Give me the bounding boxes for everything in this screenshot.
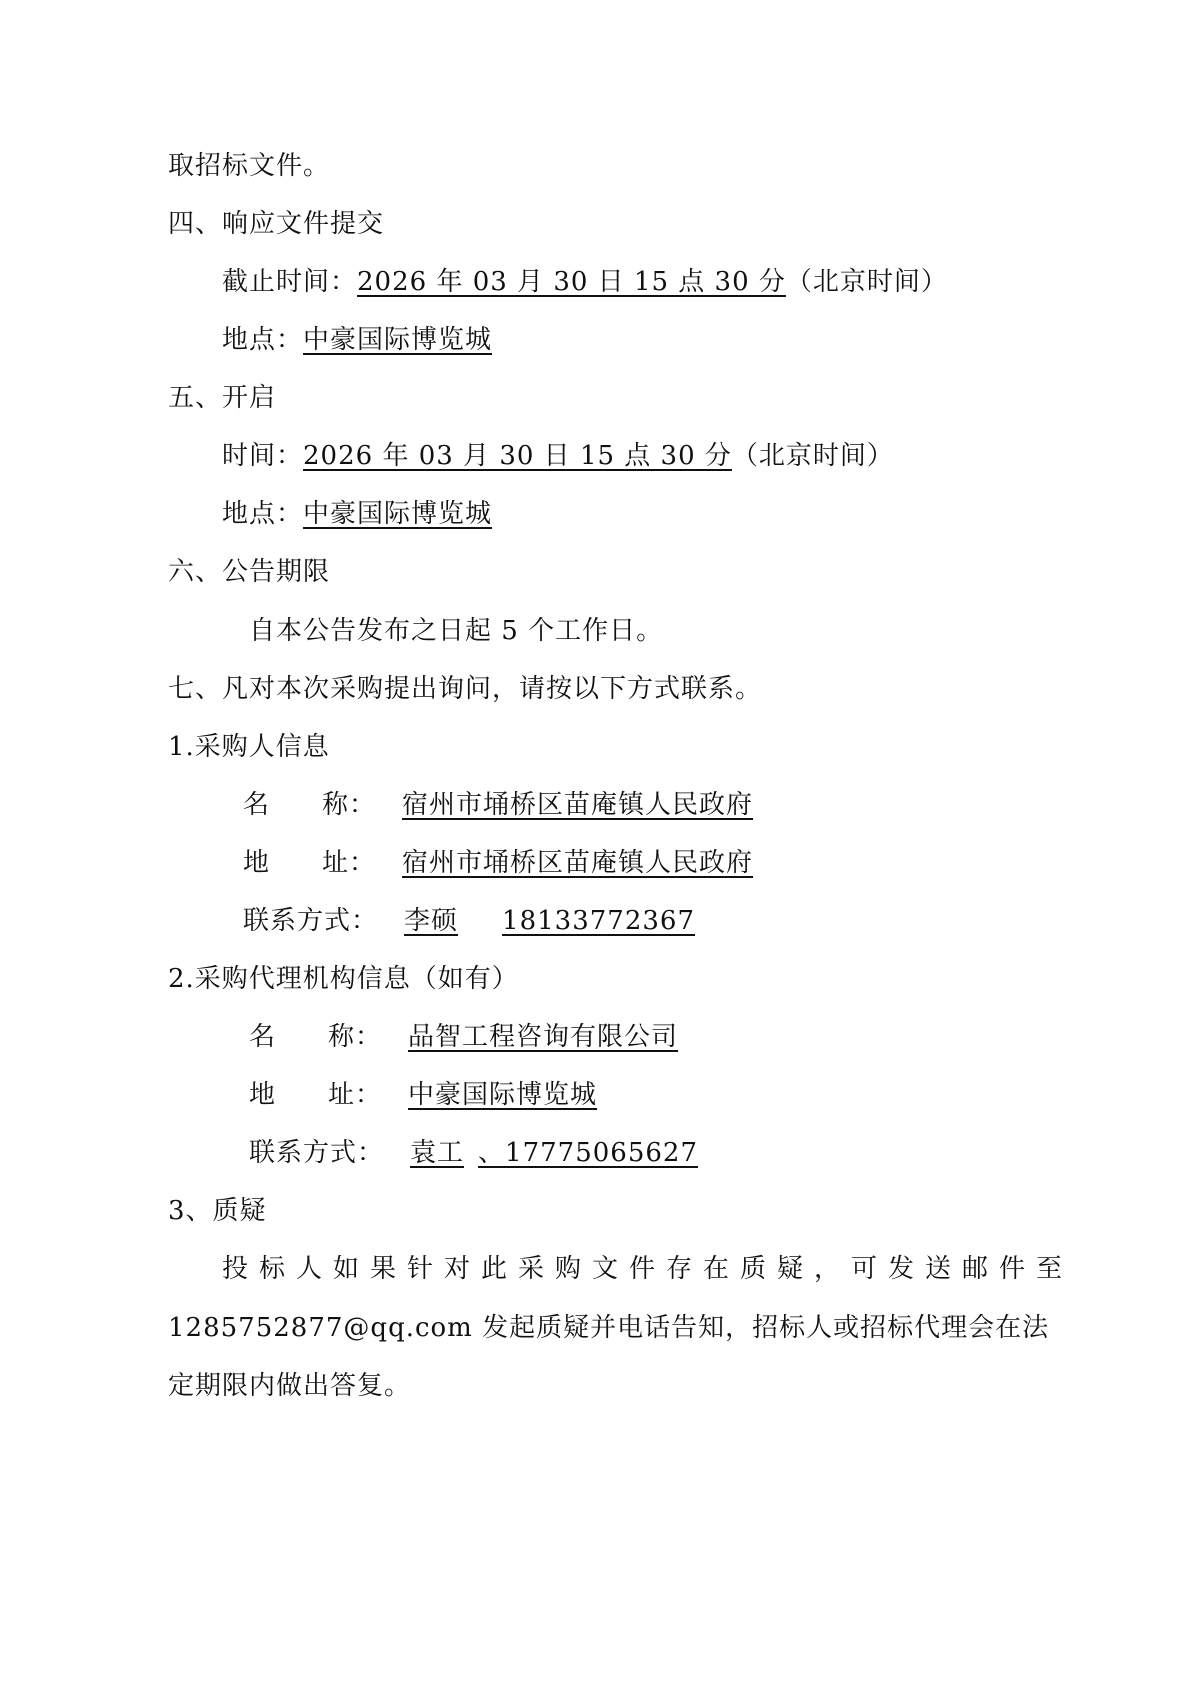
query-text-line-2: 1285752877@qq.com 发起质疑并电话告知，招标人或招标代理会在法 — [168, 1313, 1050, 1343]
agency-heading: 2.采购代理机构信息（如有） — [168, 964, 519, 994]
section-6-heading: 六、公告期限 — [168, 557, 331, 587]
deadline-value: 2026 年 03 月 30 日 15 点 30 分 — [357, 267, 786, 297]
agency-name-label-2: 称： — [328, 1022, 383, 1052]
query-text-line-1: 投标人如果针对此采购文件存在质疑，可发送邮件至 — [222, 1254, 1074, 1284]
agency-name-line — [249, 1020, 678, 1054]
notice-period-text: 自本公告发布之日起 5 个工作日。 — [249, 616, 664, 646]
purchaser-name-value: 宿州市埇桥区苗庵镇人民政府 — [402, 790, 754, 820]
opening-time-suffix: （北京时间） — [731, 441, 894, 471]
purchaser-name-label-2: 称： — [322, 790, 377, 820]
agency-name-label-1: 名 — [249, 1022, 277, 1052]
agency-address-line — [249, 1078, 703, 1112]
opening-time-value: 2026 年 03 月 30 日 15 点 30 分 — [303, 441, 732, 471]
continuation-text: 取招标文件。 — [168, 151, 331, 181]
agency-contact-value — [384, 1138, 778, 1168]
purchaser-contact-label: 联系方式： — [243, 906, 379, 936]
purchaser-heading: 1.采购人信息 — [168, 732, 330, 762]
purchaser-contact-value — [378, 906, 787, 936]
agency-contact-person: 袁工 — [410, 1138, 465, 1168]
purchaser-name-label-1: 名 — [243, 790, 271, 820]
agency-address-value: 中豪国际博览城 — [408, 1080, 598, 1110]
opening-time-line — [222, 439, 894, 473]
agency-name-value: 品智工程咨询有限公司 — [408, 1022, 679, 1052]
purchaser-address-label-1: 地 — [243, 848, 271, 878]
submission-location-line — [222, 323, 492, 357]
query-text-line-3: 定期限内做出答复。 — [168, 1371, 412, 1401]
opening-time-label: 时间： — [222, 441, 304, 471]
deadline-label: 截止时间： — [222, 267, 358, 297]
purchaser-address-value: 宿州市埇桥区苗庵镇人民政府 — [402, 848, 754, 878]
agency-address-label-2: 址： — [328, 1080, 383, 1110]
purchaser-contact-person: 李硕 — [404, 906, 459, 936]
deadline-suffix: （北京时间） — [785, 267, 948, 297]
opening-location-label: 地点： — [222, 499, 304, 529]
section-4-heading: 四、响应文件提交 — [168, 209, 385, 239]
purchaser-contact-line — [243, 904, 787, 938]
opening-location-line — [222, 497, 492, 531]
purchaser-address-line — [243, 846, 753, 880]
purchaser-contact-phone: 18133772367 — [502, 906, 695, 936]
agency-contact-line — [249, 1136, 778, 1170]
section-7-heading: 七、凡对本次采购提出询问，请按以下方式联系。 — [168, 674, 763, 704]
submission-location-value: 中豪国际博览城 — [303, 325, 493, 355]
purchaser-address-label-2: 址： — [322, 848, 377, 878]
agency-address-label-1: 地 — [249, 1080, 277, 1110]
purchaser-name-line — [243, 788, 753, 822]
section-5-heading: 五、开启 — [168, 383, 277, 413]
opening-location-value: 中豪国际博览城 — [303, 499, 493, 529]
query-heading: 3、质疑 — [168, 1196, 267, 1226]
deadline-line — [222, 265, 948, 299]
agency-contact-phone: 、17775065627 — [478, 1138, 698, 1168]
agency-contact-label: 联系方式： — [249, 1138, 385, 1168]
submission-location-label: 地点： — [222, 325, 304, 355]
